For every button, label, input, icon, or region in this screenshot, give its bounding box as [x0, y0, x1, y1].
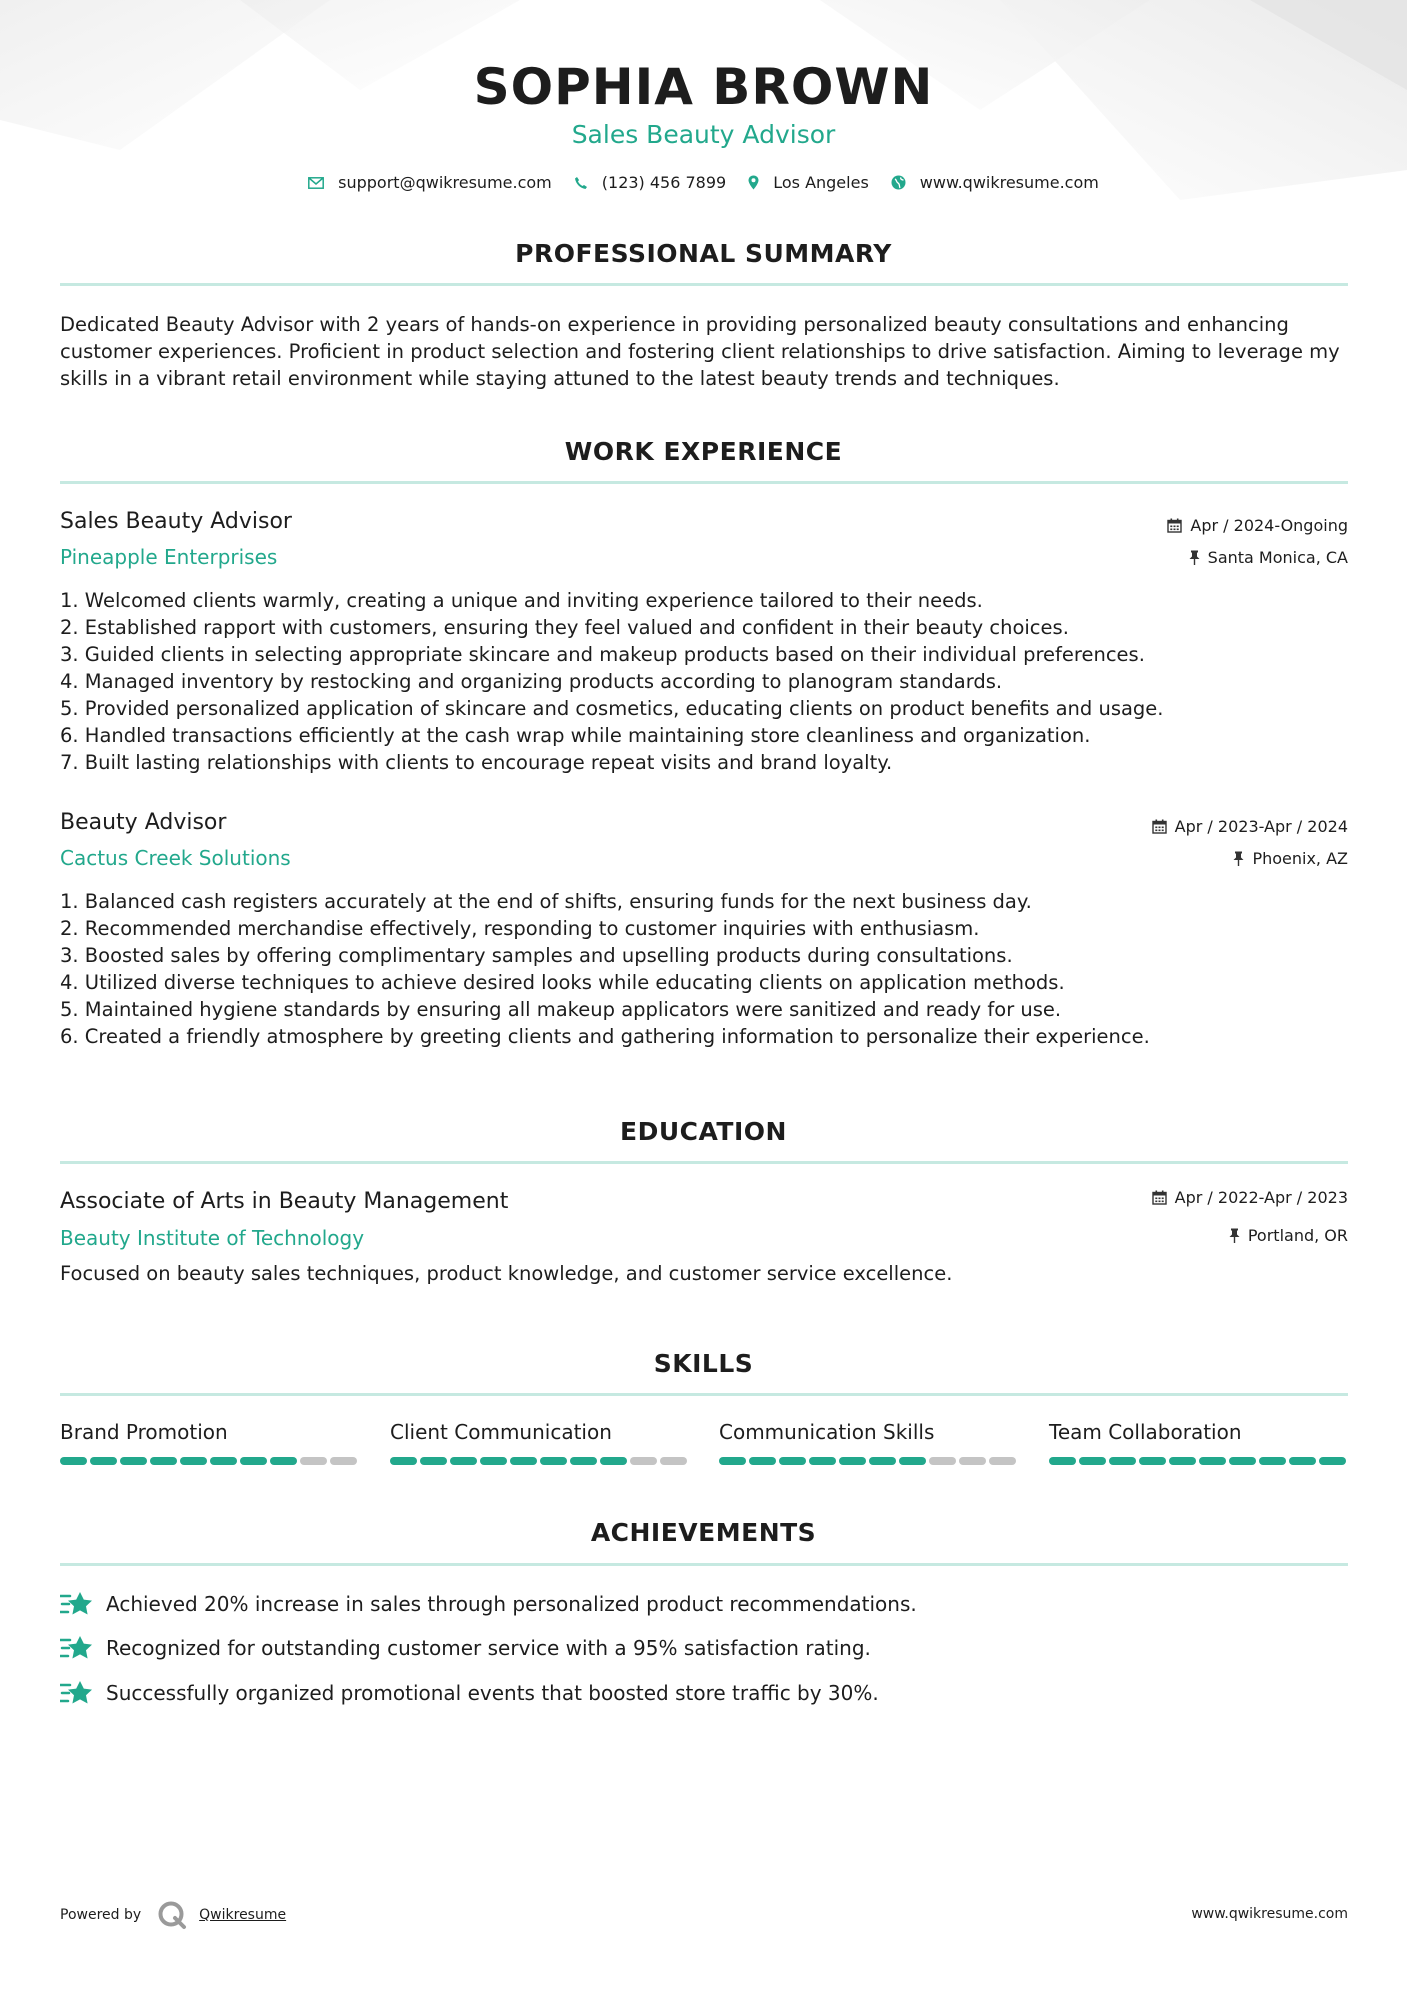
- skill-segment-filled: [839, 1457, 866, 1465]
- skill-segment-filled: [450, 1457, 477, 1465]
- contact-phone-text: (123) 456 7899: [601, 173, 727, 192]
- skill-segment-filled: [480, 1457, 507, 1465]
- star-award-icon: [60, 1679, 94, 1707]
- job-title: Sales Beauty Advisor: [60, 509, 292, 534]
- skill-segment-empty: [630, 1457, 657, 1465]
- summary-text: Dedicated Beauty Advisor with 2 years of hands-on experience in providing personalized beauty consultations and enhancing customer experiences. Proficient in product selection and fostering client relationships to drive satisfaction. Aiming to leverage my skills in a vibrant retail environment while staying attuned to the latest beauty trends and techniques.: [60, 313, 1340, 390]
- skill-segment-filled: [719, 1457, 746, 1465]
- pushpin-icon: [1189, 550, 1200, 565]
- job-dates: [1167, 516, 1348, 535]
- skill-segment-filled: [1049, 1457, 1076, 1465]
- job-location: [1233, 849, 1348, 868]
- skill-segment-filled: [210, 1457, 237, 1465]
- skill-segment-filled: [1199, 1457, 1226, 1465]
- contact-location-text: Los Angeles: [773, 173, 869, 192]
- education-degree: Associate of Arts in Beauty Management: [60, 1189, 509, 1214]
- achievement-text: Achieved 20% increase in sales through personalized product recommendations.: [106, 1592, 917, 1616]
- skill-level-bar: [390, 1457, 690, 1465]
- achievement-item: [60, 1634, 871, 1662]
- achievement-item: [60, 1679, 879, 1707]
- skill-segment-filled: [270, 1457, 297, 1465]
- map-pin-icon: [748, 175, 759, 190]
- job-bullet: 1. Welcomed clients warmly, creating a unique and inviting experience tailored to their needs.: [60, 589, 983, 612]
- job-bullet: 3. Boosted sales by offering complimentary samples and upselling products during consultations.: [60, 944, 1013, 967]
- calendar-icon: [1167, 518, 1182, 533]
- envelope-icon: [308, 177, 324, 189]
- qwikresume-link[interactable]: Qwikresume: [199, 1907, 287, 1923]
- phone-icon: [574, 176, 588, 190]
- skill-segment-filled: [540, 1457, 567, 1465]
- education-dates: [1152, 1188, 1348, 1207]
- skill-level-bar: [1049, 1457, 1349, 1465]
- job-company: Pineapple Enterprises: [60, 545, 278, 569]
- skill-item: [390, 1420, 690, 1465]
- job-bullet: 4. Utilized diverse techniques to achieve desired looks while educating clients on application methods.: [60, 971, 1065, 994]
- skill-segment-empty: [300, 1457, 327, 1465]
- skill-segment-filled: [869, 1457, 896, 1465]
- skill-segment-empty: [959, 1457, 986, 1465]
- summary-divider: [60, 283, 1348, 286]
- education-heading: EDUCATION: [620, 1117, 787, 1146]
- skill-segment-filled: [1289, 1457, 1316, 1465]
- achievement-text: Recognized for outstanding customer service with a 95% satisfaction rating.: [106, 1636, 871, 1660]
- footer-url[interactable]: www.qwikresume.com: [1191, 1906, 1348, 1922]
- achievements-heading: ACHIEVEMENTS: [590, 1518, 817, 1547]
- skill-segment-empty: [989, 1457, 1016, 1465]
- powered-by-label: Powered by: [60, 1907, 142, 1923]
- skill-segment-filled: [1229, 1457, 1256, 1465]
- skill-segment-filled: [390, 1457, 417, 1465]
- skill-name: Team Collaboration: [1049, 1420, 1242, 1444]
- skills-divider: [60, 1393, 1348, 1396]
- skill-segment-filled: [1079, 1457, 1106, 1465]
- star-award-icon: [60, 1590, 94, 1618]
- contact-phone[interactable]: [574, 173, 726, 192]
- skills-heading: SKILLS: [653, 1349, 754, 1378]
- pushpin-icon: [1229, 1228, 1240, 1243]
- skill-segment-filled: [570, 1457, 597, 1465]
- job-bullet-list: [60, 888, 1348, 1050]
- qwikresume-logo-icon: [157, 1900, 187, 1930]
- job-bullet: 3. Guided clients in selecting appropriate skincare and makeup products based on their individual preferences.: [60, 643, 1145, 666]
- achievement-text: Successfully organized promotional events that boosted store traffic by 30%.: [106, 1681, 879, 1705]
- job-location-text: Phoenix, AZ: [1252, 849, 1348, 868]
- contact-email[interactable]: [308, 173, 552, 192]
- summary-heading: PROFESSIONAL SUMMARY: [515, 239, 892, 268]
- skill-segment-filled: [120, 1457, 147, 1465]
- skill-segment-filled: [899, 1457, 926, 1465]
- job-title: Beauty Advisor: [60, 810, 227, 835]
- contact-bar: [0, 173, 1407, 192]
- contact-website-text: www.qwikresume.com: [919, 173, 1099, 192]
- job-bullet: 1. Balanced cash registers accurately at the end of shifts, ensuring funds for the next business day.: [60, 890, 1032, 913]
- pushpin-icon: [1233, 851, 1244, 866]
- skill-segment-filled: [510, 1457, 537, 1465]
- skill-segment-filled: [420, 1457, 447, 1465]
- skill-level-bar: [719, 1457, 1019, 1465]
- job-bullet: 6. Created a friendly atmosphere by greeting clients and gathering information to personalize their experience.: [60, 1025, 1150, 1048]
- skill-segment-filled: [749, 1457, 776, 1465]
- job-bullet: 4. Managed inventory by restocking and organizing products according to planogram standards.: [60, 670, 1003, 693]
- skill-segment-filled: [60, 1457, 87, 1465]
- skill-name: Communication Skills: [719, 1420, 935, 1444]
- job-dates: [1152, 817, 1348, 836]
- skill-segment-filled: [150, 1457, 177, 1465]
- education-divider: [60, 1161, 1348, 1164]
- skill-segment-filled: [180, 1457, 207, 1465]
- footer-powered-by: [60, 1900, 286, 1930]
- job-bullet: 2. Recommended merchandise effectively, responding to customer inquiries with enthusiasm.: [60, 917, 980, 940]
- skill-segment-filled: [779, 1457, 806, 1465]
- calendar-icon: [1152, 819, 1167, 834]
- globe-icon: [891, 175, 906, 190]
- contact-location: [748, 173, 869, 192]
- experience-heading: WORK EXPERIENCE: [564, 437, 843, 466]
- job-bullet: 2. Established rapport with customers, ensuring they feel valued and confident in their beauty choices.: [60, 616, 1069, 639]
- education-location: [1229, 1226, 1348, 1245]
- skill-level-bar: [60, 1457, 360, 1465]
- job-bullet: 5. Maintained hygiene standards by ensuring all makeup applicators were sanitized and ready for use.: [60, 998, 1062, 1021]
- experience-divider: [60, 481, 1348, 484]
- job-bullet: 5. Provided personalized application of skincare and cosmetics, educating clients on product benefits and usage.: [60, 697, 1164, 720]
- candidate-role: Sales Beauty Advisor: [571, 120, 836, 149]
- job-location-text: Santa Monica, CA: [1207, 548, 1348, 567]
- skill-segment-filled: [1319, 1457, 1346, 1465]
- skill-segment-empty: [660, 1457, 687, 1465]
- contact-website[interactable]: [891, 173, 1099, 192]
- education-school: Beauty Institute of Technology: [60, 1226, 365, 1250]
- job-dates-text: Apr / 2024-Ongoing: [1190, 516, 1348, 535]
- achievement-item: [60, 1590, 917, 1618]
- skill-segment-filled: [1139, 1457, 1166, 1465]
- education-location-text: Portland, OR: [1247, 1226, 1348, 1245]
- star-award-icon: [60, 1634, 94, 1662]
- skill-segment-filled: [90, 1457, 117, 1465]
- skill-item: [1049, 1420, 1349, 1465]
- job-company: Cactus Creek Solutions: [60, 846, 291, 870]
- education-dates-text: Apr / 2022-Apr / 2023: [1174, 1188, 1348, 1207]
- skill-segment-filled: [240, 1457, 267, 1465]
- skill-segment-filled: [600, 1457, 627, 1465]
- job-location: [1189, 548, 1348, 567]
- education-description: Focused on beauty sales techniques, product knowledge, and customer service excellence.: [60, 1262, 953, 1285]
- job-bullet-list: [60, 587, 1348, 776]
- skill-name: Brand Promotion: [60, 1420, 228, 1444]
- job-bullet: 7. Built lasting relationships with clients to encourage repeat visits and brand loyalty.: [60, 751, 893, 774]
- achievements-divider: [60, 1563, 1348, 1566]
- skill-segment-filled: [1109, 1457, 1136, 1465]
- contact-email-text: support@qwikresume.com: [338, 173, 552, 192]
- candidate-name: SOPHIA BROWN: [473, 58, 934, 116]
- job-dates-text: Apr / 2023-Apr / 2024: [1174, 817, 1348, 836]
- skill-item: [719, 1420, 1019, 1465]
- skill-item: [60, 1420, 360, 1465]
- calendar-icon: [1152, 1190, 1167, 1205]
- skill-segment-empty: [929, 1457, 956, 1465]
- skill-segment-filled: [1169, 1457, 1196, 1465]
- skill-segment-filled: [809, 1457, 836, 1465]
- skill-segment-filled: [1259, 1457, 1286, 1465]
- skill-name: Client Communication: [390, 1420, 612, 1444]
- skill-segment-empty: [330, 1457, 357, 1465]
- job-bullet: 6. Handled transactions efficiently at the cash wrap while maintaining store cleanliness and organization.: [60, 724, 1091, 747]
